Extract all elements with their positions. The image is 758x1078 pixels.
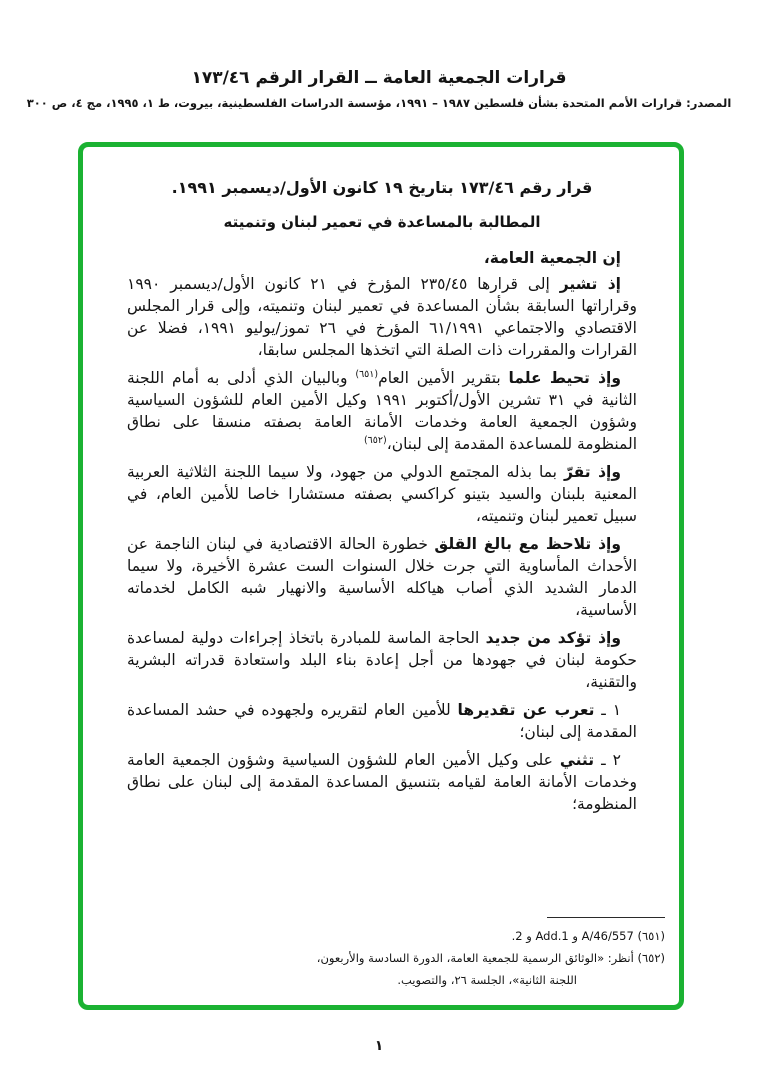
preamble-paragraph [127, 367, 637, 455]
preamble-paragraph [127, 273, 637, 361]
paragraph-number: ١ ـ [594, 701, 622, 719]
preamble-paragraph [127, 461, 637, 527]
paragraph-lead: إذ تشير [559, 275, 621, 293]
page-header [0, 0, 758, 110]
footnote-652-line2: اللجنة الثانية»، الجلسة ٢٦، والتصويب. [397, 973, 577, 987]
preamble-paragraph [127, 533, 637, 621]
paragraph-text: بما بذله المجتمع الدولي من جهود، ولا سيما اللجنة الثلاثية العربية المعنية بلبنان والسيد بتينو كراكسي بصفته مستشارا خاصا للأمين العام، في سبيل تعمير لبنان وتنميته، [127, 463, 637, 525]
paragraph-text: للأمين العام لتقريره ولجهوده في حشد المساعدة المقدمة إلى لبنان؛ [127, 701, 637, 741]
footnote-separator [547, 917, 665, 918]
collection-title: قرارات الجمعية العامة ــ القرار الرقم ١٧٣/٤٦ [191, 68, 567, 88]
footnote-651: (٦٥١) A/46/557 و Add.1 و 2. [511, 929, 665, 943]
document-frame [78, 142, 684, 1010]
paragraph-text: بتقرير الأمين العام [378, 369, 509, 387]
operative-paragraph [127, 699, 637, 743]
paragraph-text: على وكيل الأمين العام للشؤون السياسية وشؤون الجمعية العامة وخدمات الأمانة العامة لقيامه بتنسيق المساعدة المقدمة إلى لبنان على نطاق المنظومة؛ [127, 751, 637, 813]
paragraph-text: الحاجة الماسة للمبادرة باتخاذ إجراءات دولية لمساعدة حكومة لبنان في جهودها من أجل إعادة بناء البلد واستعادة قدراته البشرية والتقنية، [127, 629, 637, 691]
opening-line: إن الجمعية العامة، [483, 249, 621, 267]
paragraph-text: وبالبيان الذي أدلى به أمام اللجنة الثانية في ٣١ تشرين الأول/أكتوبر ١٩٩١ وكيل الأمين العام للشؤون السياسية وشؤون الجمعية العامة وخدمات الأمانة العامة بصفته منسقا على نطاق المنظومة للمساعدة المقدمة إلى لبنان، [127, 369, 637, 453]
footnote-652-line1: (٦٥٢) أنظر: «الوثائق الرسمية للجمعية العامة، الدورة السادسة والأربعون، [316, 951, 665, 965]
resolution-title: قرار رقم ١٧٣/٤٦ بتاريخ ١٩ كانون الأول/ديسمبر ١٩٩١. [171, 178, 593, 197]
footnote-ref: (٦٥١) [355, 368, 379, 380]
page-number: ١ [374, 1038, 384, 1054]
paragraph-lead: وإذ تحيط علما [508, 369, 621, 387]
resolution-body [83, 147, 679, 815]
paragraph-number: ٢ ـ [594, 751, 621, 769]
operative-paragraph [127, 749, 637, 815]
paragraph-lead: وإذ تؤكد من جديد [485, 629, 621, 647]
resolution-subtitle: المطالبة بالمساعدة في تعمير لبنان وتنميته [223, 213, 541, 231]
footnote-ref: (٦٥٢) [363, 434, 387, 446]
paragraph-text: إلى قرارها ٢٣٥/٤٥ المؤرخ في ٢١ كانون الأول/ديسمبر ١٩٩٠ وقراراتها السابقة بشأن المساعدة في تعمير لبنان وتنميته، وإلى قرار المجلس الاقتصادي والاجتماعي ٦١/١٩٩١ المؤرخ في ٢٦ تموز/يوليو ١٩٩١، فضلا عن القرارات والمقررات ذات الصلة التي اتخذها المجلس سابقا، [127, 275, 637, 359]
paragraph-lead: وإذ تقرّ [563, 463, 621, 481]
source-citation: المصدر: قرارات الأمم المتحدة بشأن فلسطين ١٩٨٧ – ١٩٩١، مؤسسة الدراسات الفلسطينية، بيروت، ط ١، ١٩٩٥، مج ٤، ص ٣٠٠ [26, 96, 732, 110]
paragraph-lead: وإذ تلاحظ مع بالغ القلق [434, 535, 621, 553]
paragraph-lead: تعرب عن تقديرها [457, 701, 595, 719]
footnotes [105, 917, 665, 993]
paragraph-text: خطورة الحالة الاقتصادية في لبنان الناجمة عن الأحداث المأساوية التي جرت خلال السنوات الست عشرة الأخيرة، ولا سيما الدمار الشديد الذي أصاب هياكله الأساسية والانهيار شبه الكامل لخدماته الأساسية، [127, 535, 637, 619]
paragraph-lead: تثني [559, 751, 595, 769]
preamble-paragraph [127, 627, 637, 693]
